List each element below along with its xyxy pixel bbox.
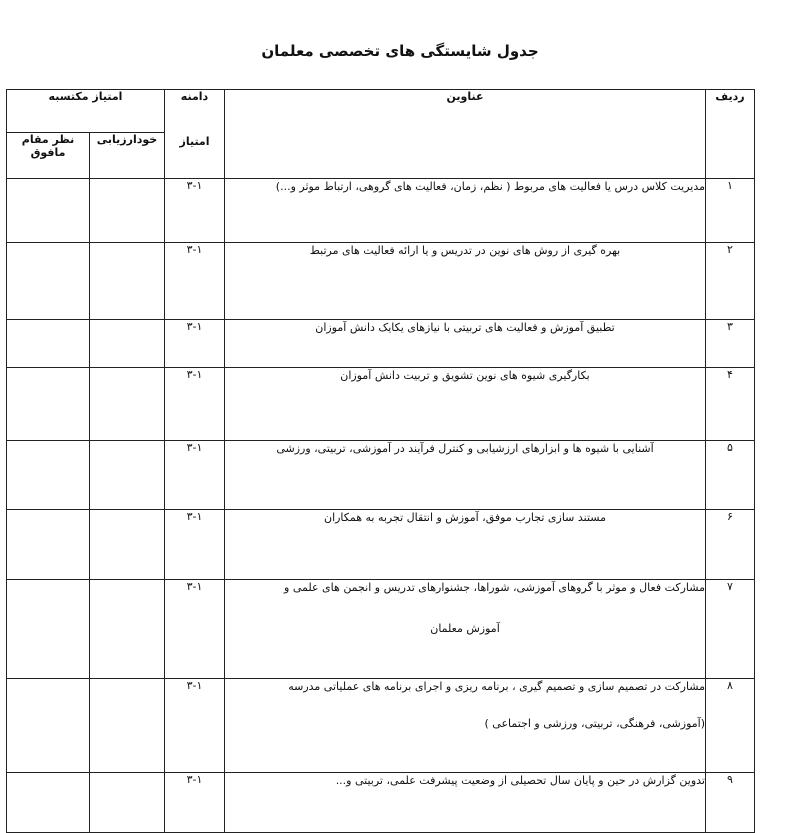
titles-label: عناوین [446, 90, 484, 103]
row-title-continued: (آموزشی، فرهنگی، تربیتی، ورزشی و اجتماعی ) [484, 717, 705, 730]
self-assessment-cell [90, 243, 165, 320]
radif-cell: ۵ [706, 441, 755, 510]
table-row [7, 320, 755, 368]
table-row [7, 243, 755, 320]
radif-cell: ۴ [706, 368, 755, 441]
table-row [7, 679, 755, 773]
range-cell: ۳-۱ [165, 243, 225, 320]
page-title: جدول شایستگی های تخصصی معلمان [261, 42, 539, 60]
radif-cell: ۷ [706, 580, 755, 679]
self-assessment-cell [90, 441, 165, 510]
range-cell: ۳-۱ [165, 320, 225, 368]
range-cell: ۳-۱ [165, 580, 225, 679]
self-assessment-label: خودارزیابی [96, 133, 158, 146]
range-cell: ۳-۱ [165, 679, 225, 773]
supervisor-view-cell [7, 320, 90, 368]
self-assessment-cell [90, 773, 165, 833]
table-row [7, 580, 755, 679]
supervisor-view-cell [7, 441, 90, 510]
range-cell: ۳-۱ [165, 441, 225, 510]
row-title-continued: آموزش معلمان [430, 622, 500, 635]
radif-cell: ۹ [706, 773, 755, 833]
self-assessment-cell [90, 679, 165, 773]
self-assessment-cell [90, 320, 165, 368]
supervisor-view-label: نظر مقام مافوق [21, 133, 75, 159]
title-cell [225, 773, 706, 833]
supervisor-view-cell [7, 510, 90, 580]
table-row [7, 773, 755, 833]
radif-label: ردیف [715, 90, 745, 103]
supervisor-view-cell [7, 368, 90, 441]
row-title: مدیریت کلاس درس یا فعالیت های مربوط ( نظم، زمان، فعالیت های گروهی، ارتباط موثر و...) [275, 180, 705, 193]
points-earned-header [7, 90, 165, 133]
header-row [7, 90, 755, 133]
supervisor-view-cell [7, 773, 90, 833]
title-cell [225, 580, 706, 679]
range-label-line1: دامنه [180, 90, 209, 103]
titles-header [225, 90, 706, 179]
row-title: تطبیق آموزش و فعالیت های تربیتی با نیازهای یکایک دانش آموزان [315, 321, 615, 334]
radif-header [706, 90, 755, 179]
row-title: مشارکت فعال و موثر با گروهای آموزشی، شوراها، جشنوارهای تدریس و انجمن های علمی و [284, 581, 705, 594]
range-cell: ۳-۱ [165, 510, 225, 580]
range-cell: ۳-۱ [165, 179, 225, 243]
supervisor-view-cell [7, 580, 90, 679]
supervisor-view-header [7, 133, 90, 179]
range-header [165, 90, 225, 179]
radif-cell: ۳ [706, 320, 755, 368]
table-row [7, 368, 755, 441]
competency-table [6, 89, 755, 833]
supervisor-view-cell [7, 679, 90, 773]
self-assessment-cell [90, 368, 165, 441]
row-title: تدوین گزارش در حین و پایان سال تحصیلی از وضعیت پیشرفت علمی، تربیتی و... [335, 774, 705, 787]
radif-cell: ۲ [706, 243, 755, 320]
row-title: بکارگیری شیوه های نوین تشویق و تربیت دانش آموزان [340, 369, 590, 382]
title-cell [225, 679, 706, 773]
self-assessment-cell [90, 510, 165, 580]
table-row [7, 510, 755, 580]
radif-cell: ۸ [706, 679, 755, 773]
title-cell [225, 510, 706, 580]
title-cell [225, 179, 706, 243]
radif-cell: ۶ [706, 510, 755, 580]
range-cell: ۳-۱ [165, 368, 225, 441]
title-cell [225, 320, 706, 368]
supervisor-view-cell [7, 179, 90, 243]
self-assessment-cell [90, 580, 165, 679]
title-cell [225, 368, 706, 441]
supervisor-view-cell [7, 243, 90, 320]
self-assessment-header [90, 133, 165, 179]
row-title: مشارکت در تصمیم سازی و تصمیم گیری ، برنامه ریزی و اجرای برنامه های عملیاتی مدرسه [288, 680, 705, 693]
row-title: بهره گیری از روش های نوین در تدریس و یا ارائه فعالیت های مرتبط [309, 244, 621, 257]
table-row [7, 179, 755, 243]
range-label-line2: امتیاز [179, 135, 210, 148]
title-cell [225, 441, 706, 510]
title-cell [225, 243, 706, 320]
range-cell: ۳-۱ [165, 773, 225, 833]
row-title: مستند سازی تجارب موفق، آموزش و انتقال تجربه به همکاران [323, 511, 607, 524]
points-earned-label: امتیاز مکتسبه [48, 90, 123, 103]
radif-cell: ۱ [706, 179, 755, 243]
table-row [7, 441, 755, 510]
row-title: آشنایی با شیوه ها و ابزارهای ارزشیابی و کنترل فرآیند در آموزشی، تربیتی، ورزشی [276, 442, 654, 455]
self-assessment-cell [90, 179, 165, 243]
